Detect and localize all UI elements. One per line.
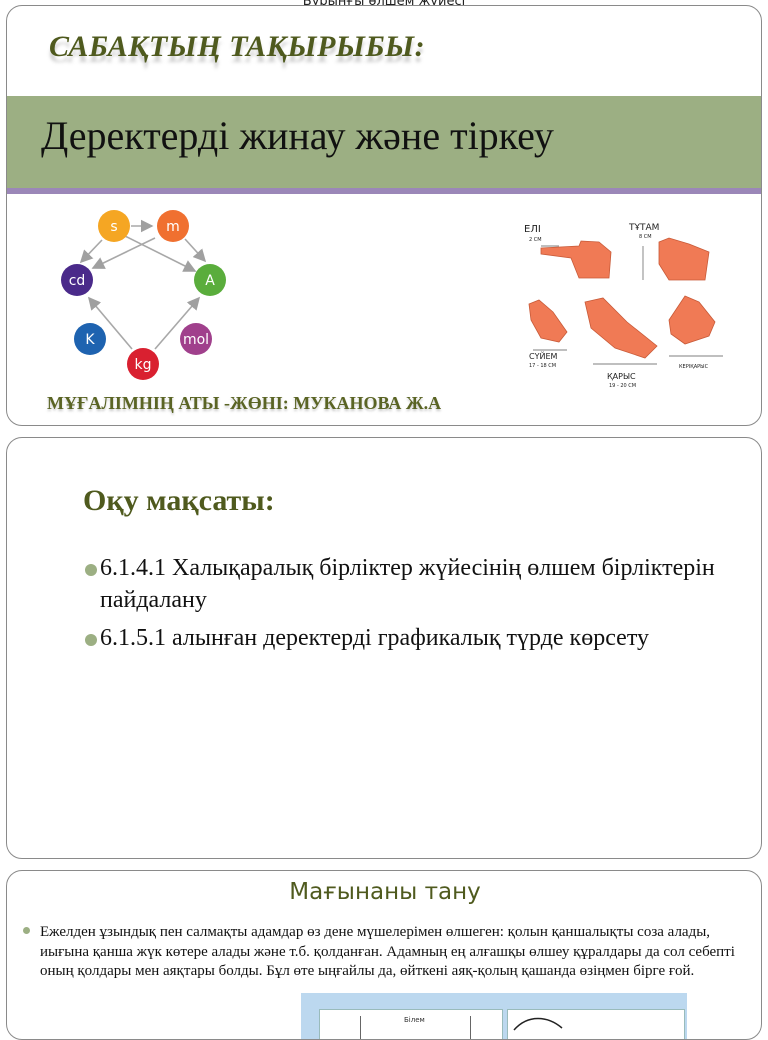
slide-objectives[interactable] bbox=[6, 437, 762, 859]
label-eli: ЕЛІ bbox=[524, 224, 541, 235]
unit-label-kg: kg bbox=[134, 357, 152, 373]
unit-label-mol: mol bbox=[182, 332, 210, 348]
slide-title[interactable] bbox=[6, 5, 762, 426]
hand-measures-diagram bbox=[519, 216, 729, 391]
label-suyem-size: 17 - 18 СМ bbox=[529, 363, 557, 369]
learning-objectives-heading: Оқу мақсаты: bbox=[83, 484, 275, 517]
unit-label-cd: cd bbox=[68, 273, 86, 289]
hand-karys-icon bbox=[585, 298, 657, 358]
arrow-s-a bbox=[125, 236, 195, 271]
unit-label-k: K bbox=[85, 332, 95, 348]
list-item bbox=[83, 622, 733, 654]
arrow-m-cd bbox=[93, 238, 155, 268]
label-tutam-size: 8 СМ bbox=[639, 234, 652, 240]
label-suyem: СҮЙЕМ bbox=[529, 352, 558, 361]
lesson-topic-heading: САБАҚТЫҢ ТАҚЫРЫБЫ: bbox=[49, 30, 426, 63]
arrow-m-a bbox=[185, 239, 205, 261]
hand-eli-icon bbox=[541, 241, 611, 278]
slide-meaning[interactable] bbox=[6, 870, 762, 1040]
objectives-list bbox=[83, 552, 733, 660]
objective-text: 6.1.4.1 Халықаралық бірліктер жүйесінің өлшем бірліктерін пайдалану bbox=[100, 555, 715, 613]
teacher-name: МҰҒАЛІМНІҢ АТЫ -ЖӨНІ: МУКАНОВА Ж.А bbox=[47, 393, 442, 413]
arrow-s-cd bbox=[81, 240, 102, 262]
illustration-line bbox=[360, 1016, 361, 1040]
meaning-paragraph: Ежелден ұзындық пен салмақты адамдар өз дене мүшелерімен өлшеген: қолын қаншалықты соза алады, иығына қанша жүк көтере алады және т.б. қолданған. Адамның ең алғашқы өлшеу құралдары да сол себепті оның қолдары мен аяқтары болды. Бұл өте ыңғайлы да, өйткені аяқ-қолың қашанда өзіңмен бірге ғой. bbox=[40, 924, 735, 979]
label-tutam: ТҰТАМ bbox=[629, 223, 660, 233]
illustration-label: Білем bbox=[404, 1016, 425, 1024]
meaning-heading: Мағынаны тану bbox=[289, 879, 481, 905]
bullet-icon bbox=[85, 564, 97, 576]
illustration-sketch bbox=[508, 1010, 684, 1040]
measurement-illustration bbox=[301, 993, 687, 1040]
title-band bbox=[7, 96, 762, 194]
lesson-title: Деректерді жинау және тіркеу bbox=[41, 113, 554, 158]
illustration-panel-right bbox=[507, 1009, 685, 1040]
si-units-diagram bbox=[47, 206, 247, 386]
illustration-panel-left bbox=[319, 1009, 503, 1040]
hand-suyem-icon bbox=[529, 300, 567, 342]
hand-keri-karys-icon bbox=[669, 296, 715, 344]
list-item bbox=[83, 552, 733, 616]
illustration-line bbox=[470, 1016, 471, 1040]
unit-label-a: A bbox=[205, 273, 215, 289]
bullet-icon bbox=[23, 927, 30, 934]
label-eli-size: 2 СМ bbox=[529, 237, 542, 243]
label-keri-karys: КЕРІҚАРЫС bbox=[679, 364, 709, 370]
label-karys-size: 19 - 20 СМ bbox=[609, 383, 637, 389]
unit-label-s: s bbox=[110, 219, 118, 235]
label-karys: ҚАРЫС bbox=[607, 372, 636, 381]
objective-text: 6.1.5.1 алынған деректерді графикалық түрде көрсету bbox=[100, 625, 649, 651]
bullet-icon bbox=[85, 634, 97, 646]
hand-tutam-icon bbox=[659, 238, 709, 280]
unit-label-m: m bbox=[166, 219, 180, 235]
